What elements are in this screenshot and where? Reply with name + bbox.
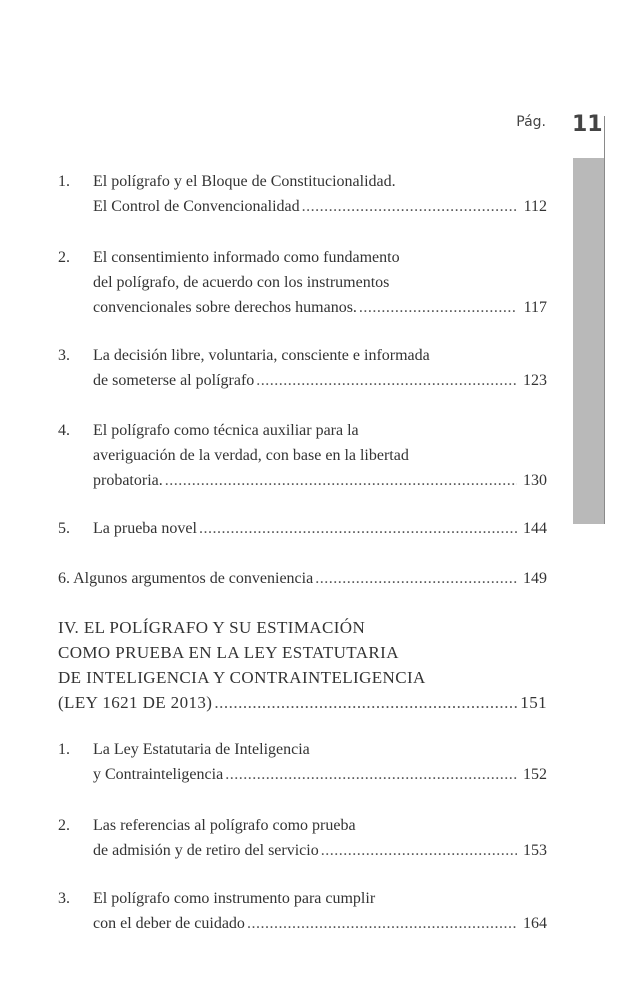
- toc-entry-text: de admisión y de retiro del servicio: [93, 842, 319, 859]
- toc-entry-number: 5.: [58, 520, 70, 537]
- page-label: Pág.: [516, 114, 546, 130]
- toc-entry-text: La decisión libre, voluntaria, consciente e informada: [93, 347, 430, 364]
- toc-entry-text: La prueba novel: [93, 520, 197, 537]
- toc-entry-number: 3.: [58, 890, 70, 907]
- toc-section-heading[interactable]: [58, 615, 547, 715]
- toc-entry-text: probatoria.: [93, 472, 163, 489]
- toc-entry-page: 130: [523, 472, 547, 489]
- side-rule: [604, 116, 605, 524]
- toc-entry-page: 117: [523, 299, 547, 316]
- toc-entry-number: 1.: [58, 173, 70, 190]
- toc-entry-number: 4.: [58, 422, 70, 439]
- toc-entry-text: La Ley Estatutaria de Inteligencia: [93, 741, 310, 758]
- toc-entry-text: averiguación de la verdad, con base en la libertad: [93, 447, 409, 464]
- toc-entry-text: 6. Algunos argumentos de conveniencia: [58, 570, 314, 587]
- side-bar: [573, 158, 604, 524]
- toc-entry-text: de someterse al polígrafo: [93, 372, 255, 389]
- toc-entry-5[interactable]: [58, 516, 547, 541]
- section-heading-text: DE INTELIGENCIA Y CONTRAINTELIGENCIA: [58, 668, 426, 687]
- section-heading-text: COMO PRUEBA EN LA LEY ESTATUTARIA: [58, 643, 399, 662]
- toc-entry-text: El polígrafo como técnica auxiliar para la: [93, 422, 359, 439]
- toc-entry-text: con el deber de cuidado: [93, 915, 245, 932]
- toc-entry-number: 1.: [58, 741, 70, 758]
- toc-entry-1[interactable]: [58, 169, 547, 219]
- toc-entry-text: convencionales sobre derechos humanos.: [93, 299, 357, 316]
- toc-entry-number: 2.: [58, 249, 70, 266]
- toc-entry-page: 153: [523, 842, 547, 859]
- toc-entry-page: 149: [523, 570, 547, 587]
- toc-entry-text: Las referencias al polígrafo como prueba: [93, 817, 356, 834]
- toc-entry-page: 151: [520, 693, 547, 712]
- page-number: 11: [572, 112, 603, 137]
- section-heading-text: (LEY 1621 DE 2013): [58, 693, 213, 712]
- toc-entry-2[interactable]: [58, 245, 547, 320]
- toc-entry-page: 144: [523, 520, 547, 537]
- section-heading-text: IV. EL POLÍGRAFO Y SU ESTIMACIÓN: [58, 618, 366, 637]
- toc-entry-3[interactable]: [58, 343, 547, 393]
- toc-sub-entry-1[interactable]: [58, 737, 547, 787]
- dot-leader: [199, 516, 517, 541]
- toc-entry-4[interactable]: [58, 418, 547, 493]
- toc-entry-number: 2.: [58, 817, 70, 834]
- dot-leader: [256, 368, 517, 393]
- toc-entry-6[interactable]: [58, 566, 547, 591]
- toc-entry-text: El polígrafo y el Bloque de Constitucionalidad.: [93, 173, 396, 190]
- dot-leader: [315, 566, 517, 591]
- toc-entry-page: 123: [523, 372, 547, 389]
- dot-leader: [214, 690, 517, 715]
- toc-entry-text: El polígrafo como instrumento para cumplir: [93, 890, 376, 907]
- toc-entry-text: del polígrafo, de acuerdo con los instrumentos: [93, 274, 390, 291]
- toc-sub-entry-3[interactable]: [58, 886, 547, 936]
- toc-entry-page: 164: [523, 915, 547, 932]
- toc-entry-text: El consentimiento informado como fundamento: [93, 249, 400, 266]
- toc-entry-text: y Contrainteligencia: [93, 766, 224, 783]
- dot-leader: [321, 838, 517, 863]
- toc-sub-entry-2[interactable]: [58, 813, 547, 863]
- toc-entry-page: 152: [523, 766, 547, 783]
- dot-leader: [247, 911, 517, 936]
- dot-leader: [165, 468, 517, 493]
- dot-leader: [359, 295, 517, 320]
- toc-entry-text: El Control de Convencionalidad: [93, 198, 300, 215]
- toc-entry-number: 3.: [58, 347, 70, 364]
- toc-entry-page: 112: [523, 198, 547, 215]
- dot-leader: [302, 194, 517, 219]
- dot-leader: [225, 762, 517, 787]
